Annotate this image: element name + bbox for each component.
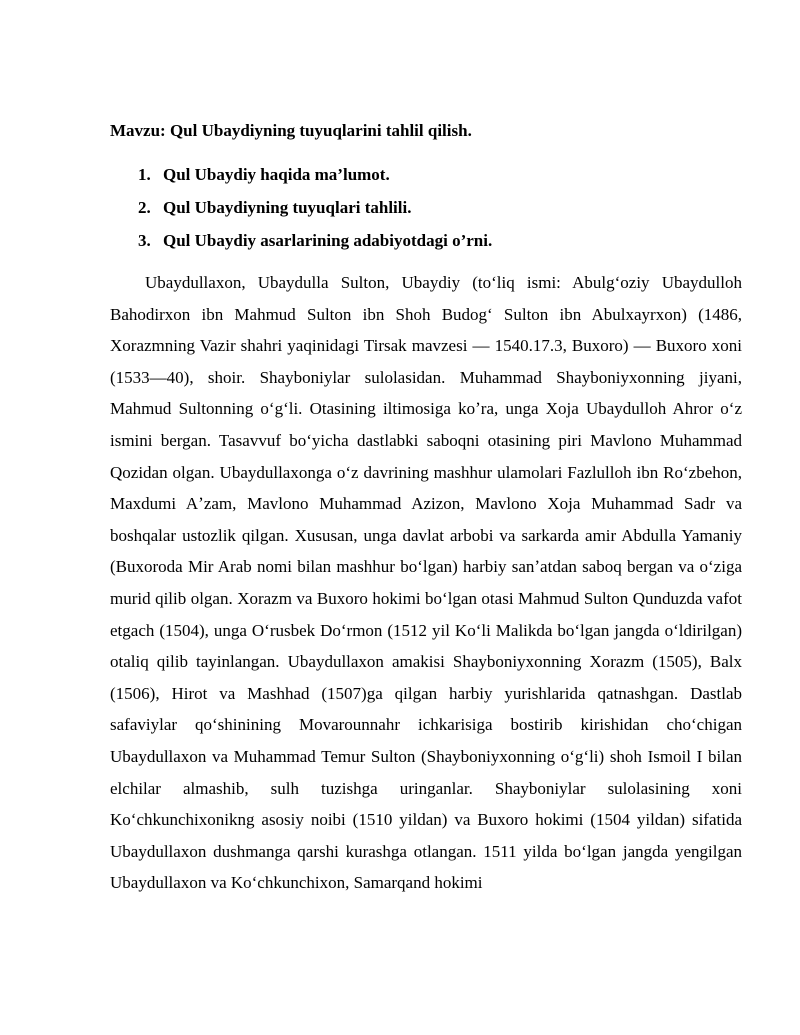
document-title: Mavzu: Qul Ubaydiyning tuyuqlarini tahlil qilish. <box>110 121 472 140</box>
plan-item <box>138 228 748 261</box>
topic-plan-list <box>138 162 748 261</box>
plan-item-number: 2. <box>138 198 151 217</box>
plan-item-number: 1. <box>138 165 151 184</box>
plan-item-text: Qul Ubaydiy haqida ma’lumot. <box>163 165 390 184</box>
plan-item <box>138 195 748 228</box>
plan-item-number: 3. <box>138 231 151 250</box>
plan-item-text: Qul Ubaydiy asarlarining adabiyotdagi o’rni. <box>163 231 493 250</box>
plan-item <box>138 162 748 195</box>
body-paragraph: Ubaydullaxon, Ubaydulla Sulton, Ubaydiy (toʻliq ismi: Abulgʻoziy Ubaydulloh Bahodirxon ibn Mahmud Sulton ibn Shoh Budogʻ Sulton ibn Abulxayrxon) (1486, Xorazmning Vazir shahri yaqinidagi Tirsak mavzesi — 1540.17.3, Buxoro) — Buxoro xoni (1533—40), shoir. Shayboniylar sulolasidan. Muhammad Shayboniyxonning jiyani, Mahmud Sultonning oʻgʻli. Otasining iltimosiga koʼra, unga Xoja Ubaydulloh Ahror oʻz ismini bergan. Tasavvuf boʻyicha dastlabki saboqni otasining piri Mavlono Muhammad Qozidan olgan. Ubaydullaxonga oʻz davrining mashhur ulamolari Fazlulloh ibn Roʻzbehon, Maxdumi Aʼzam, Mavlono Muhammad Azizon, Mavlono Xoja Muhammad Sadr va boshqalar ustozlik qilgan. Xususan, unga davlat arbobi va sarkarda amir Abdulla Yamaniy (Buxoroda Mir Arab nomi bilan mashhur boʻlgan) harbiy sanʼatdan saboq bergan va oʻziga murid qilib olgan. Xorazm va Buxoro hokimi boʻlgan otasi Mahmud Sulton Qunduzda vafot etgach (1504), unga Oʻrusbek Doʻrmon (1512 yil Koʻli Malikda boʻlgan jangda oʻldirilgan) otaliq qilib tayinlangan. Ubaydullaxon amakisi Shayboniyxonning Xorazm (1505), Balx (1506), Hirot va Mashhad (1507)ga qilgan harbiy yurishlarida qatnashgan. Dastlab safaviylar qoʻshinining Movarounnahr ichkarisiga bostirib kirishidan choʻchigan Ubaydullaxon va Muhammad Temur Sulton (Shayboniyxonning oʻgʻli) shoh Ismoil I bilan elchilar almashib, sulh tuzishga uringanlar. Shayboniylar sulolasining xoni Koʻchkunchixonikng asosiy noibi (1510 yildan) va Buxoro hokimi (1504 yildan) sifatida Ubaydullaxon dushmanga qarshi kurashga otlangan. 1511 yilda boʻlgan jangda yengilgan Ubaydullaxon va Koʻchkunchixon, Samarqand hokimi <box>110 273 742 893</box>
plan-item-text: Qul Ubaydiyning tuyuqlari tahlili. <box>163 198 412 217</box>
